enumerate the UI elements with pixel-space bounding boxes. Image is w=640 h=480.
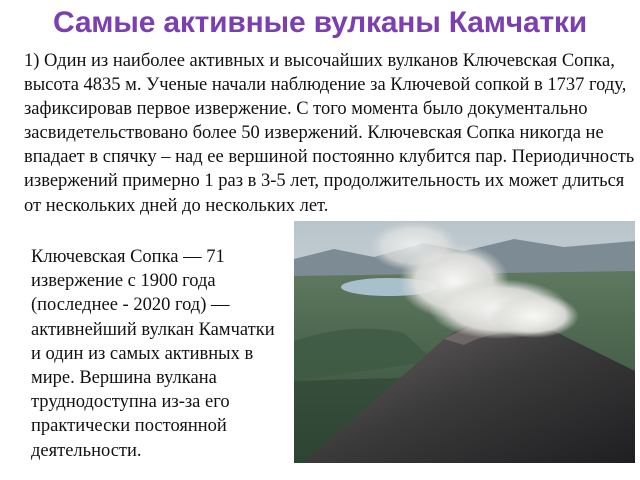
volcano-photo [294,221,635,463]
intro-paragraph: 1) Один из наиболее активных и высочайших вулканов Ключевская Сопка, высота 4835 м. Ученые начали наблюдение за Ключевой сопкой в 1737 году, зафиксировав первое извержение. С того момента было документально засвидетельствовано более 50 извержений. Ключевская Сопка никогда не впадает в спячку – над ее вершиной постоянно клубится пар. Периодичность извержений примерно 1 раз в 3-5 лет, продолжительность их может длиться от нескольких дней до нескольких лет. [24,51,635,216]
slide-title: Самые активные вулканы Камчатки [52,6,587,39]
volcano-description: Ключевская Сопка — 71 извержение с 1900 года (последнее - 2020 год) — активнейший вулкан Камчатки и один из самых активных в мире. Вершина вулкана труднодоступна из-за его практически постоянной деятельности. [31,247,275,461]
